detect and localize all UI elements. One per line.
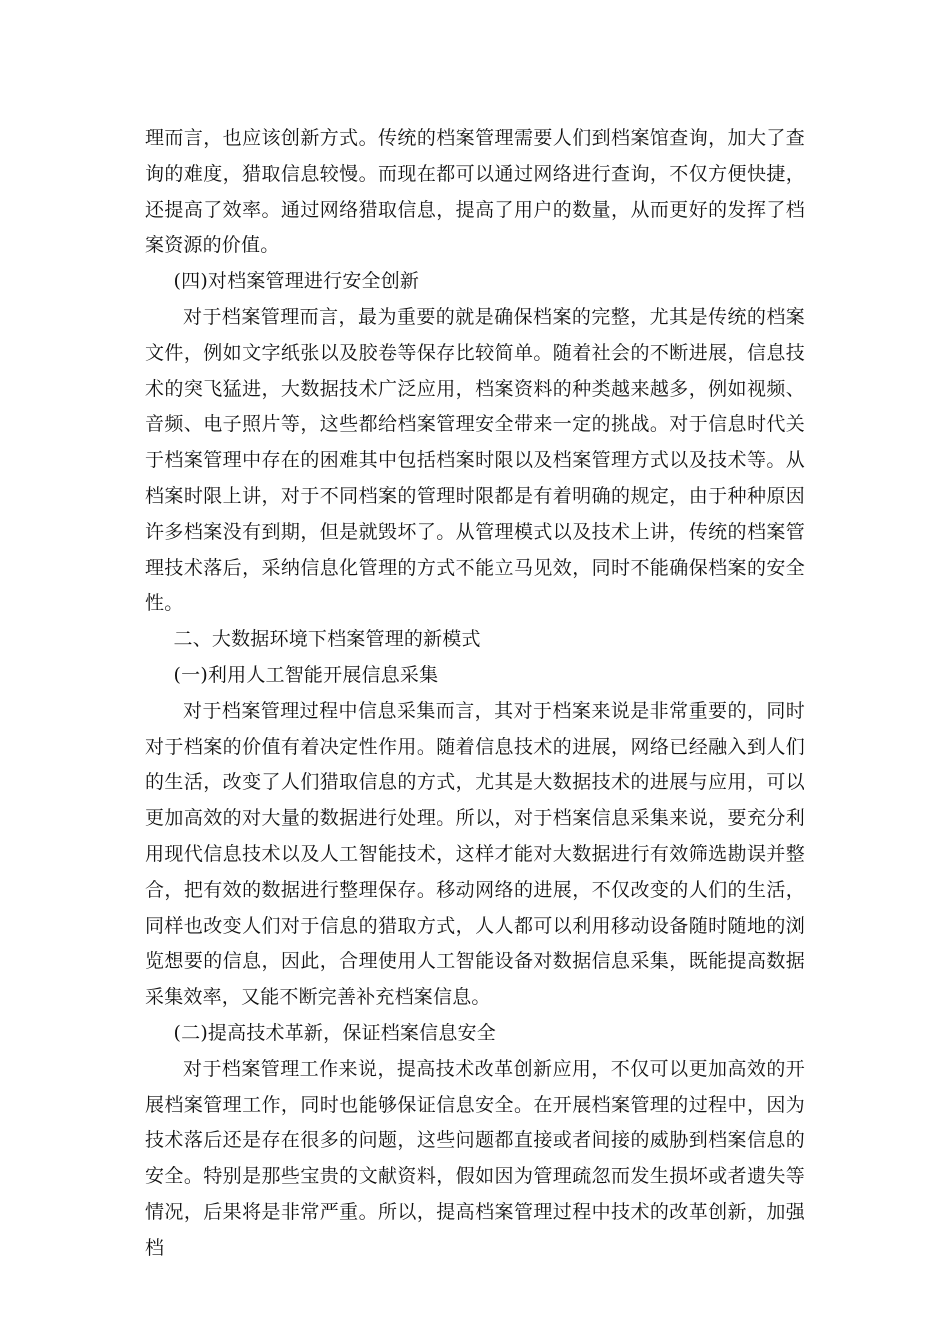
section-heading-1: (一)利用人工智能开展信息采集 bbox=[173, 663, 439, 686]
section-heading-4: (四)对档案管理进行安全创新 bbox=[173, 270, 420, 293]
paragraph-ai-collection: 对于档案管理过程中信息采集而言，其对于档案来说是非常重要的，同时对于档案的价值有着决定性作用。随着信息技术的进展，网络已经融入到人们的生活，改变了人们猎取信息的方式，尤其是大数据技术的进展与应用，可以更加高效的对大量的数据进行处理。所以，对于档案信息采集来说，要充分利用现代信息技术以及人工智能技术，这样才能对大数据进行有效筛选勘误并整合，把有效的数据进行整理保存。移动网络的进展，不仅改变的人们的生活，同样也改变人们对于信息的猎取方式，人人都可以利用移动设备随时随地的浏览想要的信息，因此，合理使用人工智能设备对数据信息采集，既能提高数据采集效率，又能不断完善补充档案信息。 bbox=[145, 699, 805, 1009]
document-body bbox=[145, 121, 805, 1267]
paragraph-continuation: 理而言，也应该创新方式。传统的档案管理需要人们到档案馆查询，加大了查询的难度，猎取信息较慢。而现在都可以通过网络进行查询，不仅方便快捷，还提高了效率。通过网络猎取信息，提高了用户的数量，从而更好的发挥了档案资源的价值。 bbox=[145, 127, 805, 257]
section-heading-2: (二)提高技术革新，保证档案信息安全 bbox=[173, 1021, 496, 1044]
chapter-heading-2: 二、大数据环境下档案管理的新模式 bbox=[173, 628, 481, 651]
paragraph-security-innovation: 对于档案管理而言，最为重要的就是确保档案的完整，尤其是传统的档案文件，例如文字纸张以及胶卷等保存比较简单。随着社会的不断进展，信息技术的突飞猛进，大数据技术广泛应用，档案资料的种类越来越多，例如视频、音频、电子照片等，这些都给档案管理安全带来一定的挑战。对于信息时代关于档案管理中存在的困难其中包括档案时限以及档案管理方式以及技术等。从档案时限上讲，对于不同档案的管理时限都是有着明确的规定，由于种种原因许多档案没有到期，但是就毁坏了。从管理模式以及技术上讲，传统的档案管理技术落后，采纳信息化管理的方式不能立马见效，同时不能确保档案的安全性。 bbox=[145, 305, 805, 615]
paragraph-tech-innovation: 对于档案管理工作来说，提高技术改革创新应用，不仅可以更加高效的开展档案管理工作，同时也能够保证信息安全。在开展档案管理的过程中，因为技术落后还是存在很多的问题，这些问题都直接或者间接的威胁到档案信息的安全。特别是那些宝贵的文献资料，假如因为管理疏忽而发生损坏或者遗失等情况，后果将是非常严重。所以，提高档案管理过程中技术的改革创新，加强档 bbox=[145, 1057, 805, 1259]
